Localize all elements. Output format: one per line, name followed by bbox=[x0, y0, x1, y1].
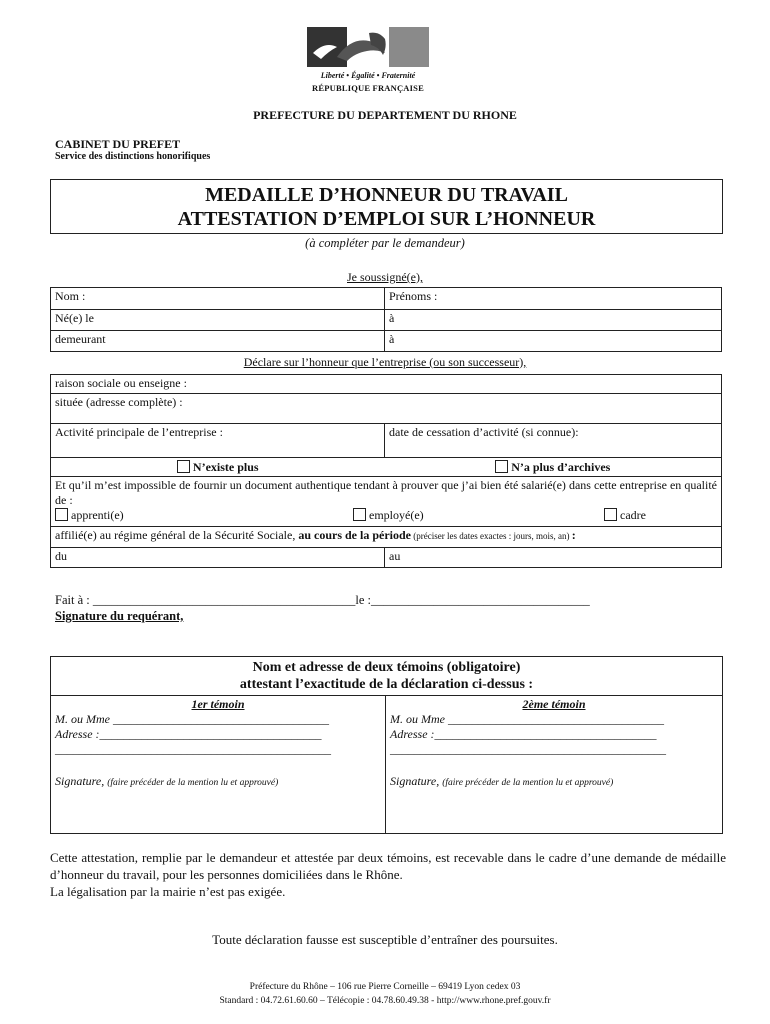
address-field[interactable]: demeurant bbox=[51, 331, 385, 352]
witness-1-address-2[interactable]: ______________________________________________ bbox=[55, 742, 331, 756]
affiliation-text: affilié(e) au régime général de la Sécurité Sociale, au cours de la période (préciser les dates exactes : jours, mois, an) : bbox=[51, 527, 722, 548]
cessation-field[interactable]: date de cessation d’activité (si connue): bbox=[385, 424, 722, 458]
fait-line[interactable]: Fait à : __________________________________________le :___________________________________ bbox=[55, 593, 590, 607]
activite-field[interactable]: Activité principale de l’entreprise : bbox=[51, 424, 385, 458]
apprenti-checkbox[interactable] bbox=[55, 508, 68, 521]
company-heading: Déclare sur l’honneur que l’entreprise (ou son successeur), bbox=[243, 355, 527, 369]
employe-label: employé(e) bbox=[369, 508, 424, 522]
title-box bbox=[50, 179, 723, 234]
witness-2-column[interactable] bbox=[386, 695, 722, 834]
witness-2-heading: 2ème témoin bbox=[522, 697, 586, 711]
cadre-label: cadre bbox=[620, 508, 646, 522]
republic-name: RÉPUBLIQUE FRANÇAISE bbox=[312, 83, 424, 93]
note-recevable: Cette attestation, remplie par le demandeur et attestée par deux témoins, est recevable dans le cadre d’une demande de médaille d’honneur du travail, pour les personnes domiciliées dans le Rhône. bbox=[50, 850, 726, 882]
subtitle: (à compléter par le demandeur) bbox=[305, 236, 465, 250]
witness-1-signature[interactable]: Signature, (faire précéder de la mention lu et approuvé) bbox=[55, 774, 279, 788]
impossible-text: Et qu’il m’est impossible de fournir un document authentique tendant à prouver que j’ai bien été salarié(e) dans cette entreprise en qualité de : bbox=[55, 478, 717, 507]
birth-date-field[interactable]: Né(e) le bbox=[51, 310, 385, 331]
service-label: Service des distinctions honorifiques bbox=[55, 151, 211, 162]
quality-cell bbox=[51, 477, 722, 527]
footer bbox=[0, 980, 770, 1008]
archives-option[interactable]: N’a plus d’archives bbox=[385, 458, 722, 477]
raison-sociale-field[interactable]: raison sociale ou enseigne : bbox=[51, 375, 722, 394]
cabinet-label: CABINET DU PREFET bbox=[55, 137, 181, 151]
witness-2-signature[interactable]: Signature, (faire précéder de la mention lu et approuvé) bbox=[390, 774, 614, 788]
title-line-1: MEDAILLE D’HONNEUR DU TRAVAIL bbox=[205, 184, 568, 206]
marianne-logo-icon bbox=[307, 27, 429, 67]
footer-address: Préfecture du Rhône – 106 rue Pierre Corneille – 69419 Lyon cedex 03 bbox=[249, 982, 521, 992]
witness-2-address[interactable]: Adresse :_____________________________________ bbox=[390, 727, 657, 741]
period-end-field[interactable]: au bbox=[385, 548, 722, 568]
motto: Liberté • Égalité • Fraternité bbox=[320, 71, 416, 80]
situee-field[interactable]: située (adresse complète) : bbox=[51, 394, 722, 424]
identity-heading: Je soussigné(e), bbox=[347, 270, 423, 284]
witness-2-address-2[interactable]: ______________________________________________ bbox=[390, 742, 666, 756]
notes-paragraph bbox=[50, 849, 726, 900]
warning-text: Toute déclaration fausse est susceptible d’entraîner des poursuites. bbox=[212, 932, 558, 947]
witness-1-address[interactable]: Adresse :_____________________________________ bbox=[55, 727, 322, 741]
witness-1-name[interactable]: M. ou Mme ____________________________________ bbox=[55, 712, 329, 726]
nexiste-option[interactable]: N’existe plus bbox=[51, 458, 385, 477]
signature-requerant: Signature du requérant, bbox=[55, 609, 184, 623]
nexiste-checkbox[interactable] bbox=[177, 460, 190, 473]
employe-checkbox[interactable] bbox=[353, 508, 366, 521]
identity-table bbox=[50, 287, 722, 352]
prefecture-heading: PREFECTURE DU DEPARTEMENT DU RHONE bbox=[253, 108, 517, 122]
witness-2-name[interactable]: M. ou Mme ____________________________________ bbox=[390, 712, 664, 726]
company-table bbox=[50, 374, 722, 568]
witnesses-heading-2: attestant l’exactitude de la déclaration ci-dessus : bbox=[239, 677, 534, 692]
prenoms-field[interactable]: Prénoms : bbox=[385, 288, 722, 310]
witness-1-heading: 1er témoin bbox=[191, 697, 245, 711]
cadre-checkbox[interactable] bbox=[604, 508, 617, 521]
witnesses-heading-1: Nom et adresse de deux témoins (obligatoire) bbox=[252, 660, 521, 675]
birth-place-field[interactable]: à bbox=[385, 310, 722, 331]
witness-1-column[interactable] bbox=[51, 695, 386, 834]
title-line-2: ATTESTATION D’EMPLOI SUR L’HONNEUR bbox=[177, 208, 596, 230]
archives-checkbox[interactable] bbox=[495, 460, 508, 473]
address-city-field[interactable]: à bbox=[385, 331, 722, 352]
nom-field[interactable]: Nom : bbox=[51, 288, 385, 310]
footer-contact: Standard : 04.72.61.60.60 – Télécopie : 04.78.60.49.38 - http://www.rhone.pref.gouv.fr bbox=[219, 996, 551, 1006]
witnesses-box bbox=[50, 656, 723, 834]
period-start-field[interactable]: du bbox=[51, 548, 385, 568]
note-legalisation: La légalisation par la mairie n’est pas exigée. bbox=[50, 884, 286, 899]
apprenti-label: apprenti(e) bbox=[71, 508, 124, 522]
republique-logo bbox=[307, 27, 429, 97]
